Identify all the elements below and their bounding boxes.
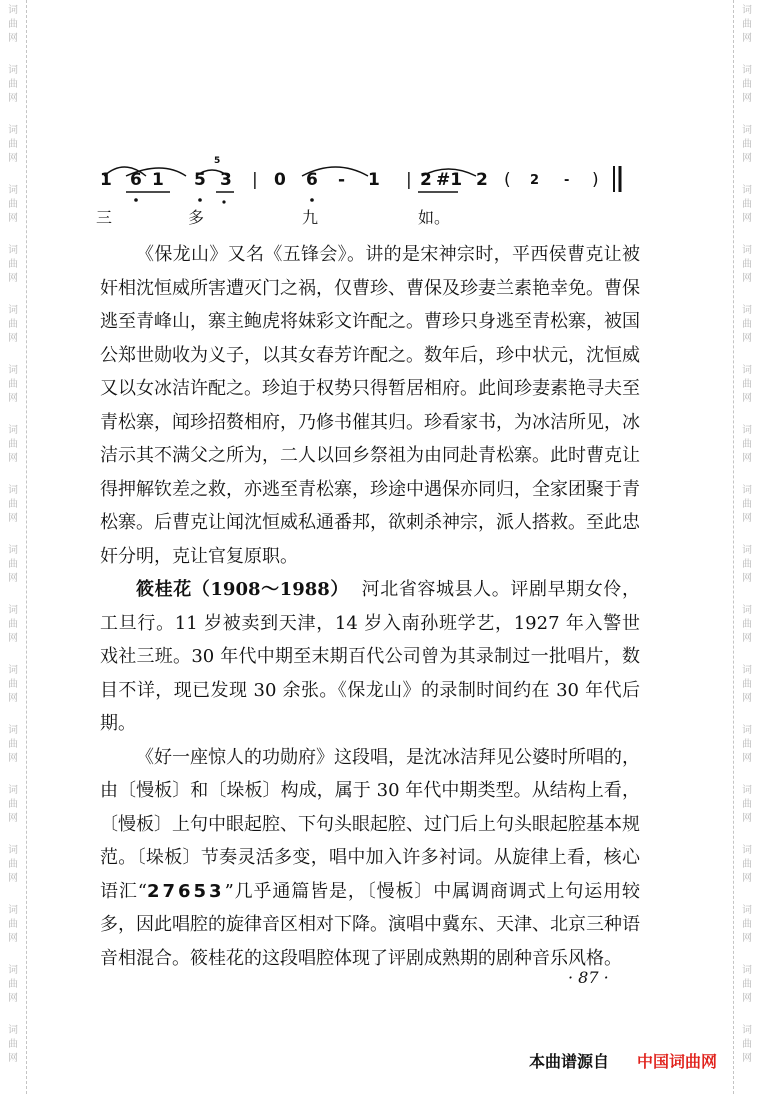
watermark-char: 网	[8, 573, 18, 584]
watermark-char: 曲	[8, 319, 18, 330]
paragraph-plot: 《保龙山》又名《五锋会》。讲的是宋神宗时，平西侯曹克让被奸相沈恒威所害遭灭门之祸，仅曹珍、曹保及珍妻兰素艳幸免。曹保逃至青峰山，寨主鲍虎将妹彩文许配之。曹珍只身逃至青松寨，被国公郑世勋收为义子，以其女春芳许配之。数年后，珍中状元，沈恒威又以女冰洁许配之。珍迫于权势只得暂居相府。此间珍妻素艳寻夫至青松寨，闻珍招赘相府，乃修书催其归。珍看家书，为冰洁所见，冰洁示其不满父之所为，二人以回乡祭祖为由同赴青松寨。此时曹克让得押解钦差之救，亦逃至青松寨，珍途中遇保亦同归，全家团聚于青松寨。后曹克让闻沈恒威私通番邦，欲刺杀神宗，派人搭救。至此忠奸分明，克让官复原职。	[100, 244, 640, 567]
watermark-char: 词	[8, 665, 18, 676]
note: 1	[368, 170, 380, 190]
lyric: 多	[188, 208, 205, 227]
watermark-group	[0, 424, 26, 466]
watermark-char: 词	[8, 305, 18, 316]
watermark-group	[0, 304, 26, 346]
watermark-char: 网	[8, 153, 18, 164]
watermark-char: 曲	[742, 919, 752, 930]
note: #1	[436, 170, 463, 190]
watermark-group	[734, 784, 760, 826]
watermark-char: 网	[742, 333, 752, 344]
paren: (	[504, 170, 511, 190]
watermark-group	[0, 664, 26, 706]
watermark-char: 曲	[742, 319, 752, 330]
watermark-group	[734, 304, 760, 346]
watermark-group	[0, 4, 26, 46]
watermark-char: 词	[8, 245, 18, 256]
watermark-char: 曲	[742, 859, 752, 870]
body-text	[100, 238, 640, 975]
watermark-group	[734, 724, 760, 766]
paragraph-analysis	[100, 741, 640, 976]
watermark-char: 网	[742, 273, 752, 284]
watermark-char: 网	[8, 933, 18, 944]
watermark-char: 网	[8, 393, 18, 404]
source-label: 本曲谱源自	[529, 1052, 610, 1071]
watermark-char: 词	[8, 965, 18, 976]
watermark-char: 网	[742, 753, 752, 764]
note: 2	[530, 173, 540, 188]
watermark-group	[0, 784, 26, 826]
watermark-char: 曲	[8, 739, 18, 750]
watermark-char: 曲	[742, 559, 752, 570]
note: 1	[152, 170, 164, 190]
note: 6	[130, 170, 142, 190]
watermark-char: 网	[742, 633, 752, 644]
watermark-char: 曲	[8, 259, 18, 270]
watermark-char: 曲	[742, 199, 752, 210]
watermark-char: 曲	[8, 439, 18, 450]
watermark-char: 词	[742, 5, 752, 16]
note: 2	[476, 170, 488, 190]
watermark-char: 词	[742, 785, 752, 796]
watermark-char: 网	[8, 1053, 18, 1064]
watermark-group	[734, 664, 760, 706]
watermark-group	[734, 4, 760, 46]
watermark-char: 词	[742, 665, 752, 676]
note: 6	[306, 170, 318, 190]
watermark-group	[734, 424, 760, 466]
watermark-char: 曲	[8, 499, 18, 510]
watermark-char: 词	[742, 485, 752, 496]
watermark-char: 曲	[742, 499, 752, 510]
watermark-char: 曲	[8, 799, 18, 810]
watermark-char: 词	[742, 1025, 752, 1036]
watermark-char: 词	[8, 5, 18, 16]
watermark-char: 词	[8, 1025, 18, 1036]
watermark-char: 曲	[742, 679, 752, 690]
watermark-group	[734, 484, 760, 526]
watermark-char: 曲	[8, 1039, 18, 1050]
watermark-char: 网	[742, 33, 752, 44]
page-number: · 87 ·	[568, 968, 609, 987]
watermark-group	[0, 904, 26, 946]
watermark-char: 曲	[742, 19, 752, 30]
watermark-char: 网	[8, 93, 18, 104]
watermark-char: 网	[8, 453, 18, 464]
watermark-char: 词	[742, 905, 752, 916]
watermark-group	[734, 364, 760, 406]
watermark-group	[734, 244, 760, 286]
watermark-group	[734, 844, 760, 886]
watermark-char: 网	[742, 513, 752, 524]
watermark-group	[734, 124, 760, 166]
watermark-group	[734, 544, 760, 586]
watermark-char: 网	[742, 213, 752, 224]
watermark-group	[0, 844, 26, 886]
watermark-char: 词	[8, 605, 18, 616]
watermark-char: 曲	[742, 439, 752, 450]
watermark-char: 网	[742, 393, 752, 404]
watermark-char: 曲	[8, 619, 18, 630]
watermark-group	[0, 244, 26, 286]
source-site-link[interactable]: 中国词曲网	[637, 1052, 718, 1071]
watermark-char: 网	[742, 573, 752, 584]
watermark-char: 网	[742, 693, 752, 704]
watermark-char: 词	[742, 545, 752, 556]
note: 5	[194, 170, 206, 190]
watermark-char: 词	[8, 125, 18, 136]
watermark-group	[0, 544, 26, 586]
watermark-char: 网	[742, 933, 752, 944]
watermark-char: 网	[8, 633, 18, 644]
note: 3	[220, 170, 232, 190]
watermark-group	[734, 184, 760, 226]
lyric: 三	[96, 208, 113, 227]
watermark-char: 网	[8, 873, 18, 884]
watermark-char: 曲	[742, 139, 752, 150]
lyric: 如。	[418, 208, 451, 227]
watermark-char: 词	[742, 245, 752, 256]
watermark-char: 网	[8, 693, 18, 704]
analysis-part-a: 《好一座惊人的功勋府》这段唱，是沈冰洁拜见公婆时所唱的，由〔慢板〕和〔垛板〕构成，属于 30 年代中期类型。从结构上看，〔慢板〕上句中眼起腔、下句头眼起腔、过门后上句头眼起腔基本规范。〔垛板〕节奏灵活多变，唱中加入许多衬词。从旋律上看，核心语汇“	[100, 746, 640, 902]
watermark-char: 词	[742, 365, 752, 376]
watermark-group	[0, 604, 26, 646]
watermark-group	[0, 64, 26, 106]
watermark-group	[734, 964, 760, 1006]
watermark-char: 曲	[8, 139, 18, 150]
watermark-char: 网	[8, 333, 18, 344]
watermark-char: 词	[8, 65, 18, 76]
watermark-char: 曲	[8, 19, 18, 30]
paragraph-performer	[100, 573, 640, 741]
watermark-char: 词	[8, 905, 18, 916]
watermark-group	[0, 124, 26, 166]
watermark-char: 词	[8, 725, 18, 736]
watermark-char: 词	[8, 425, 18, 436]
watermark-char: 曲	[742, 979, 752, 990]
bar-line: |	[252, 170, 258, 190]
inline-notation: 27653	[146, 880, 225, 902]
watermark-group	[734, 1024, 760, 1066]
watermark-char: 词	[742, 125, 752, 136]
watermark-char: 网	[8, 33, 18, 44]
performer-bio: 河北省容城县人。评剧早期女伶，工旦行。11 岁被卖到天津，14 岁入南孙班学艺，1927 年入警世戏社三班。30 年代中期至末期百代公司曾为其录制过一批唱片，数目不详，现已发现 30 余张。《保龙山》的录制时间约在 30 年代后期。	[100, 579, 640, 734]
watermark-char: 曲	[8, 859, 18, 870]
watermark-char: 词	[742, 185, 752, 196]
watermark-char: 网	[8, 513, 18, 524]
watermark-char: 网	[742, 873, 752, 884]
watermark-char: 词	[742, 305, 752, 316]
lyric: 九	[302, 208, 319, 227]
watermark-char: 网	[742, 93, 752, 104]
watermark-group	[0, 724, 26, 766]
watermark-char: 网	[742, 153, 752, 164]
watermark-char: 网	[742, 813, 752, 824]
watermark-group	[734, 604, 760, 646]
watermark-char: 曲	[742, 739, 752, 750]
dash: -	[564, 173, 570, 188]
watermark-group	[0, 964, 26, 1006]
watermark-char: 网	[8, 213, 18, 224]
watermark-char: 词	[742, 965, 752, 976]
watermark-char: 曲	[742, 259, 752, 270]
watermark-char: 词	[742, 605, 752, 616]
watermark-group	[0, 184, 26, 226]
watermark-group	[734, 904, 760, 946]
watermark-char: 网	[8, 273, 18, 284]
watermark-group	[0, 1024, 26, 1066]
note: 1	[100, 170, 112, 190]
note: 0	[274, 170, 286, 190]
watermark-char: 网	[8, 993, 18, 1004]
watermark-group	[0, 484, 26, 526]
watermark-char: 网	[742, 993, 752, 1004]
analysis-part-b: ”几乎通篇皆是，〔慢板〕中属调商调式上句运用较多，因此唱腔的旋律音区相对下降。演唱中冀东、天津、北京三种语音相混合。筱桂花的这段唱腔体现了评剧成熟期的剧种音乐风格。	[100, 880, 640, 969]
watermark-char: 词	[742, 725, 752, 736]
watermark-char: 曲	[8, 199, 18, 210]
watermark-char: 网	[8, 813, 18, 824]
watermark-char: 词	[8, 485, 18, 496]
watermark-char: 曲	[8, 559, 18, 570]
watermark-char: 词	[742, 845, 752, 856]
watermark-char: 词	[8, 365, 18, 376]
watermark-char: 曲	[742, 619, 752, 630]
watermark-char: 词	[742, 65, 752, 76]
bar-line: |	[406, 170, 412, 190]
watermark-char: 曲	[742, 1039, 752, 1050]
watermark-char: 曲	[742, 799, 752, 810]
watermark-char: 曲	[8, 79, 18, 90]
watermark-char: 网	[8, 753, 18, 764]
note: 2	[420, 170, 432, 190]
performer-name: 筱桂花（1908～1988）	[136, 579, 349, 600]
watermark-char: 网	[742, 1053, 752, 1064]
watermark-char: 词	[8, 845, 18, 856]
watermark-char: 曲	[8, 919, 18, 930]
watermark-char: 曲	[742, 79, 752, 90]
watermark-char: 网	[742, 453, 752, 464]
paren: )	[592, 170, 599, 190]
watermark-char: 曲	[742, 379, 752, 390]
watermark-char: 词	[8, 185, 18, 196]
watermark-group	[734, 64, 760, 106]
watermark-char: 曲	[8, 379, 18, 390]
watermark-group	[0, 364, 26, 406]
watermark-char: 词	[8, 785, 18, 796]
watermark-char: 词	[8, 545, 18, 556]
watermark-char: 曲	[8, 979, 18, 990]
music-notation	[96, 140, 656, 230]
grace-note: 5	[214, 156, 221, 166]
watermark-char: 词	[742, 425, 752, 436]
watermark-char: 曲	[8, 679, 18, 690]
dash: -	[338, 170, 346, 190]
